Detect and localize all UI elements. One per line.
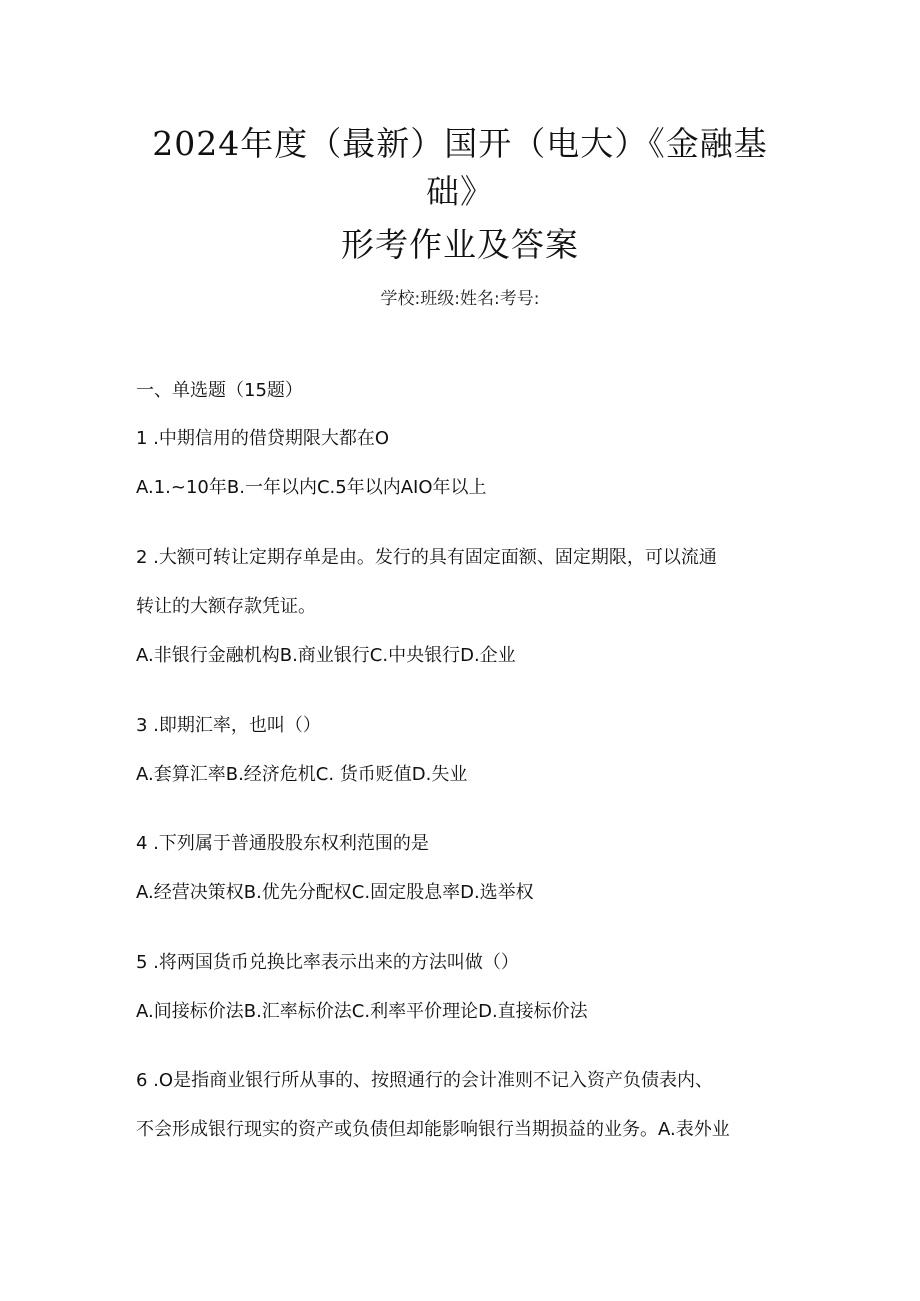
question-1-stem: 1 .中期信用的借贷期限大都在O — [136, 428, 390, 449]
document-title-line-2: 础》 — [426, 172, 494, 211]
question-5-options: A.间接标价法B.汇率标价法C.利率平价理论D.直接标价法 — [136, 1001, 588, 1022]
document-title-line-3: 形考作业及答案 — [341, 225, 579, 264]
question-3-options: A.套算汇率B.经济危机C. 货币贬值D.失业 — [136, 764, 468, 785]
question-3-stem: 3 .即期汇率，也叫（） — [136, 715, 321, 736]
question-5-stem: 5 .将两国货币兑换比率表示出来的方法叫做（） — [136, 952, 519, 973]
question-6-stem-line-1: 6 .O是指商业银行所从事的、按照通行的会计准则不记入资产负债表内、 — [136, 1070, 714, 1091]
question-2-stem-line-1: 2 .大额可转让定期存单是由。发行的具有固定面额、固定期限，可以流通 — [136, 547, 717, 568]
question-6-stem-line-2: 不会形成银行现实的资产或负债但却能影响银行当期损益的业务。A.表外业 — [136, 1119, 730, 1140]
question-1-options: A.1.~10年B.一年以内C.5年以内AIO年以上 — [136, 477, 487, 498]
document-title-line-1: 2024年度（最新）国开（电大）《金融基 — [152, 124, 768, 163]
question-2-options: A.非银行金融机构B.商业银行C.中央银行D.企业 — [136, 645, 516, 666]
question-2-stem-line-2: 转让的大额存款凭证。 — [136, 596, 316, 617]
question-4-stem: 4 .下列属于普通股股东权利范围的是 — [136, 833, 429, 854]
section-heading: 一、单选题（15题） — [136, 380, 303, 401]
question-4-options: A.经营决策权B.优先分配权C.固定股息率D.选举权 — [136, 882, 534, 903]
student-info-line: 学校:班级:姓名:考号: — [380, 289, 540, 309]
